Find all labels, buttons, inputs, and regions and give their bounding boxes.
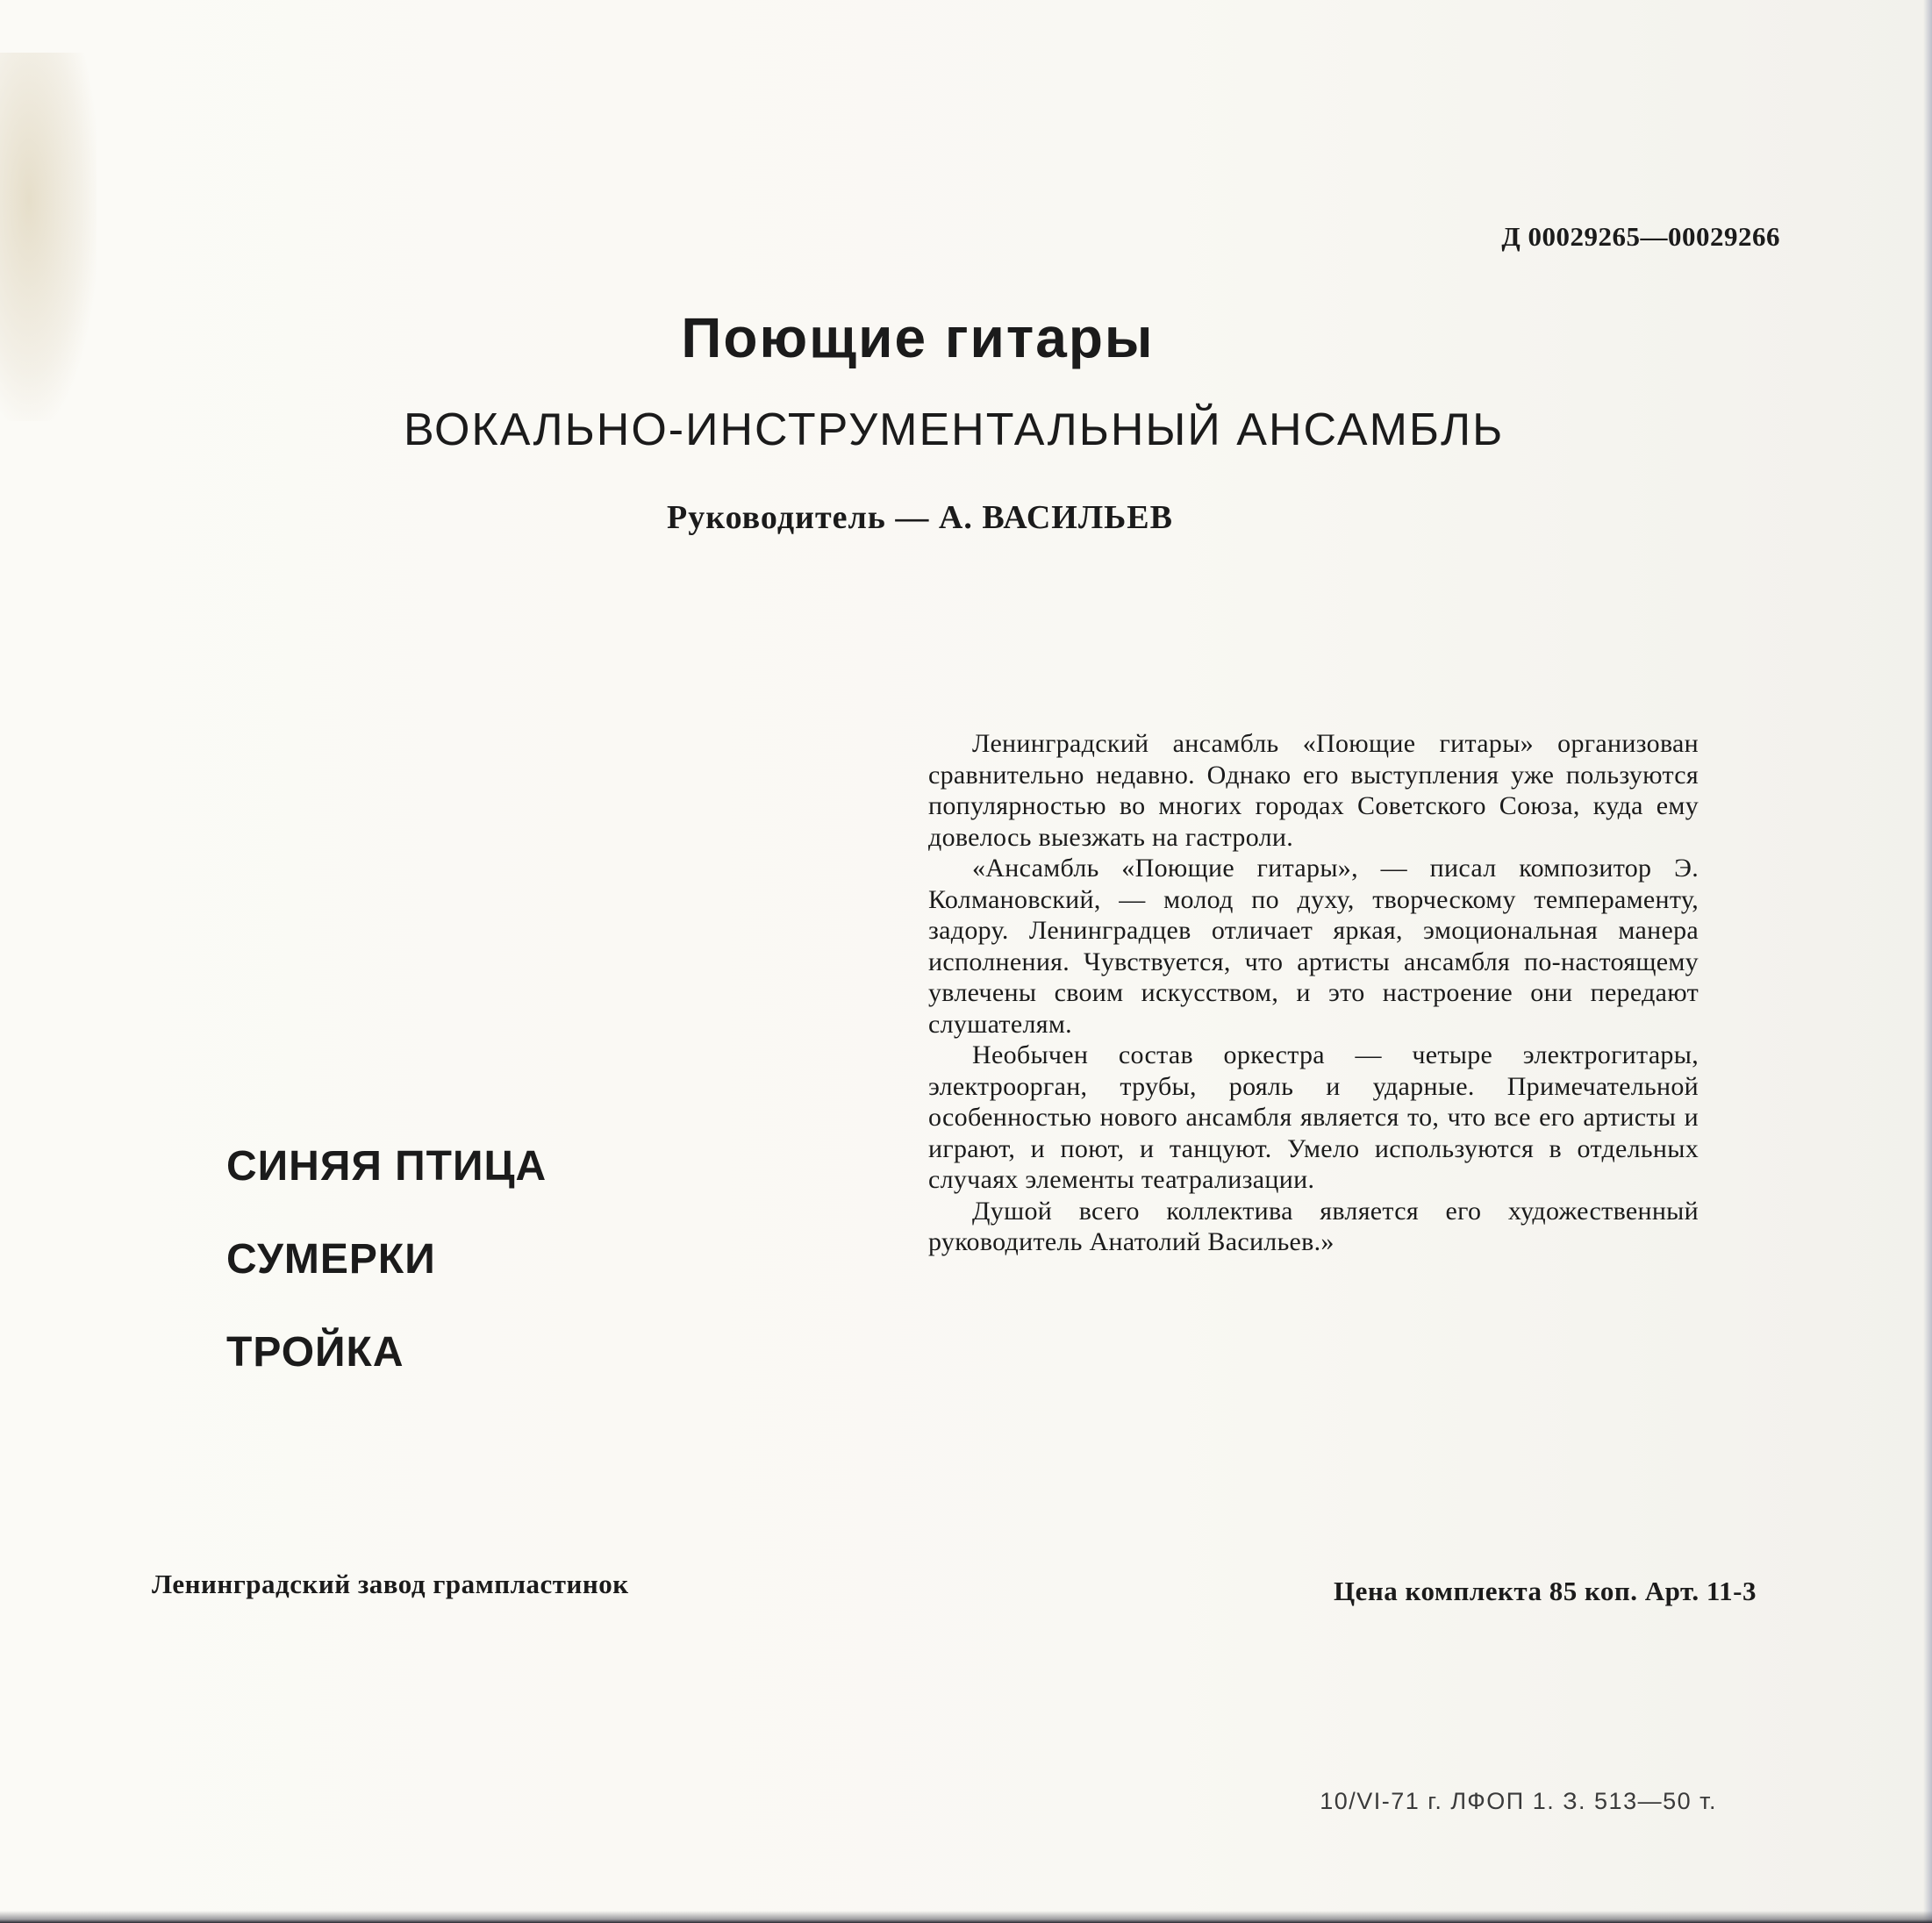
liner-paragraph: Ленинградский ансамбль «Поющие гитары» организован сравнительно недавно. Однако его выступления уже пользуются популярностью во многих городах Советского Союза, куда ему довелось выезжать на гастроли. (928, 729, 1699, 852)
track-item: СУМЕРКИ (226, 1236, 436, 1283)
manufacturer: Ленинградский завод грампластинок (152, 1569, 629, 1599)
liner-paragraph: Необычен состав оркестра — четыре электрогитары, электроорган, трубы, рояль и ударные. Примечательной особенностью нового ансамбля является то, что все его артисты и играют, и поют, и танцуют. Умело используются в отдельных случаях элементы театрализации. (928, 1040, 1699, 1194)
track-item: СИНЯЯ ПТИЦА (226, 1143, 547, 1190)
ensemble-leader: Руководитель — А. ВАСИЛЬЕВ (667, 499, 1173, 536)
liner-paragraph: «Ансамбль «Поющие гитары», — писал композитор Э. Колмановский, — молод по духу, творческому темпераменту, задору. Ленинградцев отличает яркая, эмоциональная манера исполнения. Чувствуется, что артисты ансамбля по-настоящему увлечены своим искусством, и это настроение они передают слушателям. (928, 854, 1699, 1039)
track-list (226, 1136, 547, 1415)
track-item: ТРОЙКА (226, 1329, 404, 1376)
liner-notes (928, 728, 1699, 1258)
sleeve-edge-right (1923, 0, 1932, 1923)
catalog-number: Д 00029265—00029266 (1501, 221, 1780, 252)
album-title-row (0, 305, 1932, 370)
print-imprint: 10/VI-71 г. ЛФОП 1. З. 513—50 т. (1320, 1788, 1717, 1814)
liner-paragraph: Душой всего коллектива является его художественный руководитель Анатолий Васильев.» (928, 1196, 1699, 1256)
album-title: Поющие гитары (681, 306, 1155, 369)
ensemble-subtitle: ВОКАЛЬНО-ИНСТРУМЕНТАЛЬНЫЙ АНСАМБЛЬ (404, 404, 1505, 455)
sleeve-edge-bottom (0, 1911, 1932, 1923)
price-label: Цена комплекта 85 коп. Арт. 11-3 (1334, 1576, 1757, 1606)
